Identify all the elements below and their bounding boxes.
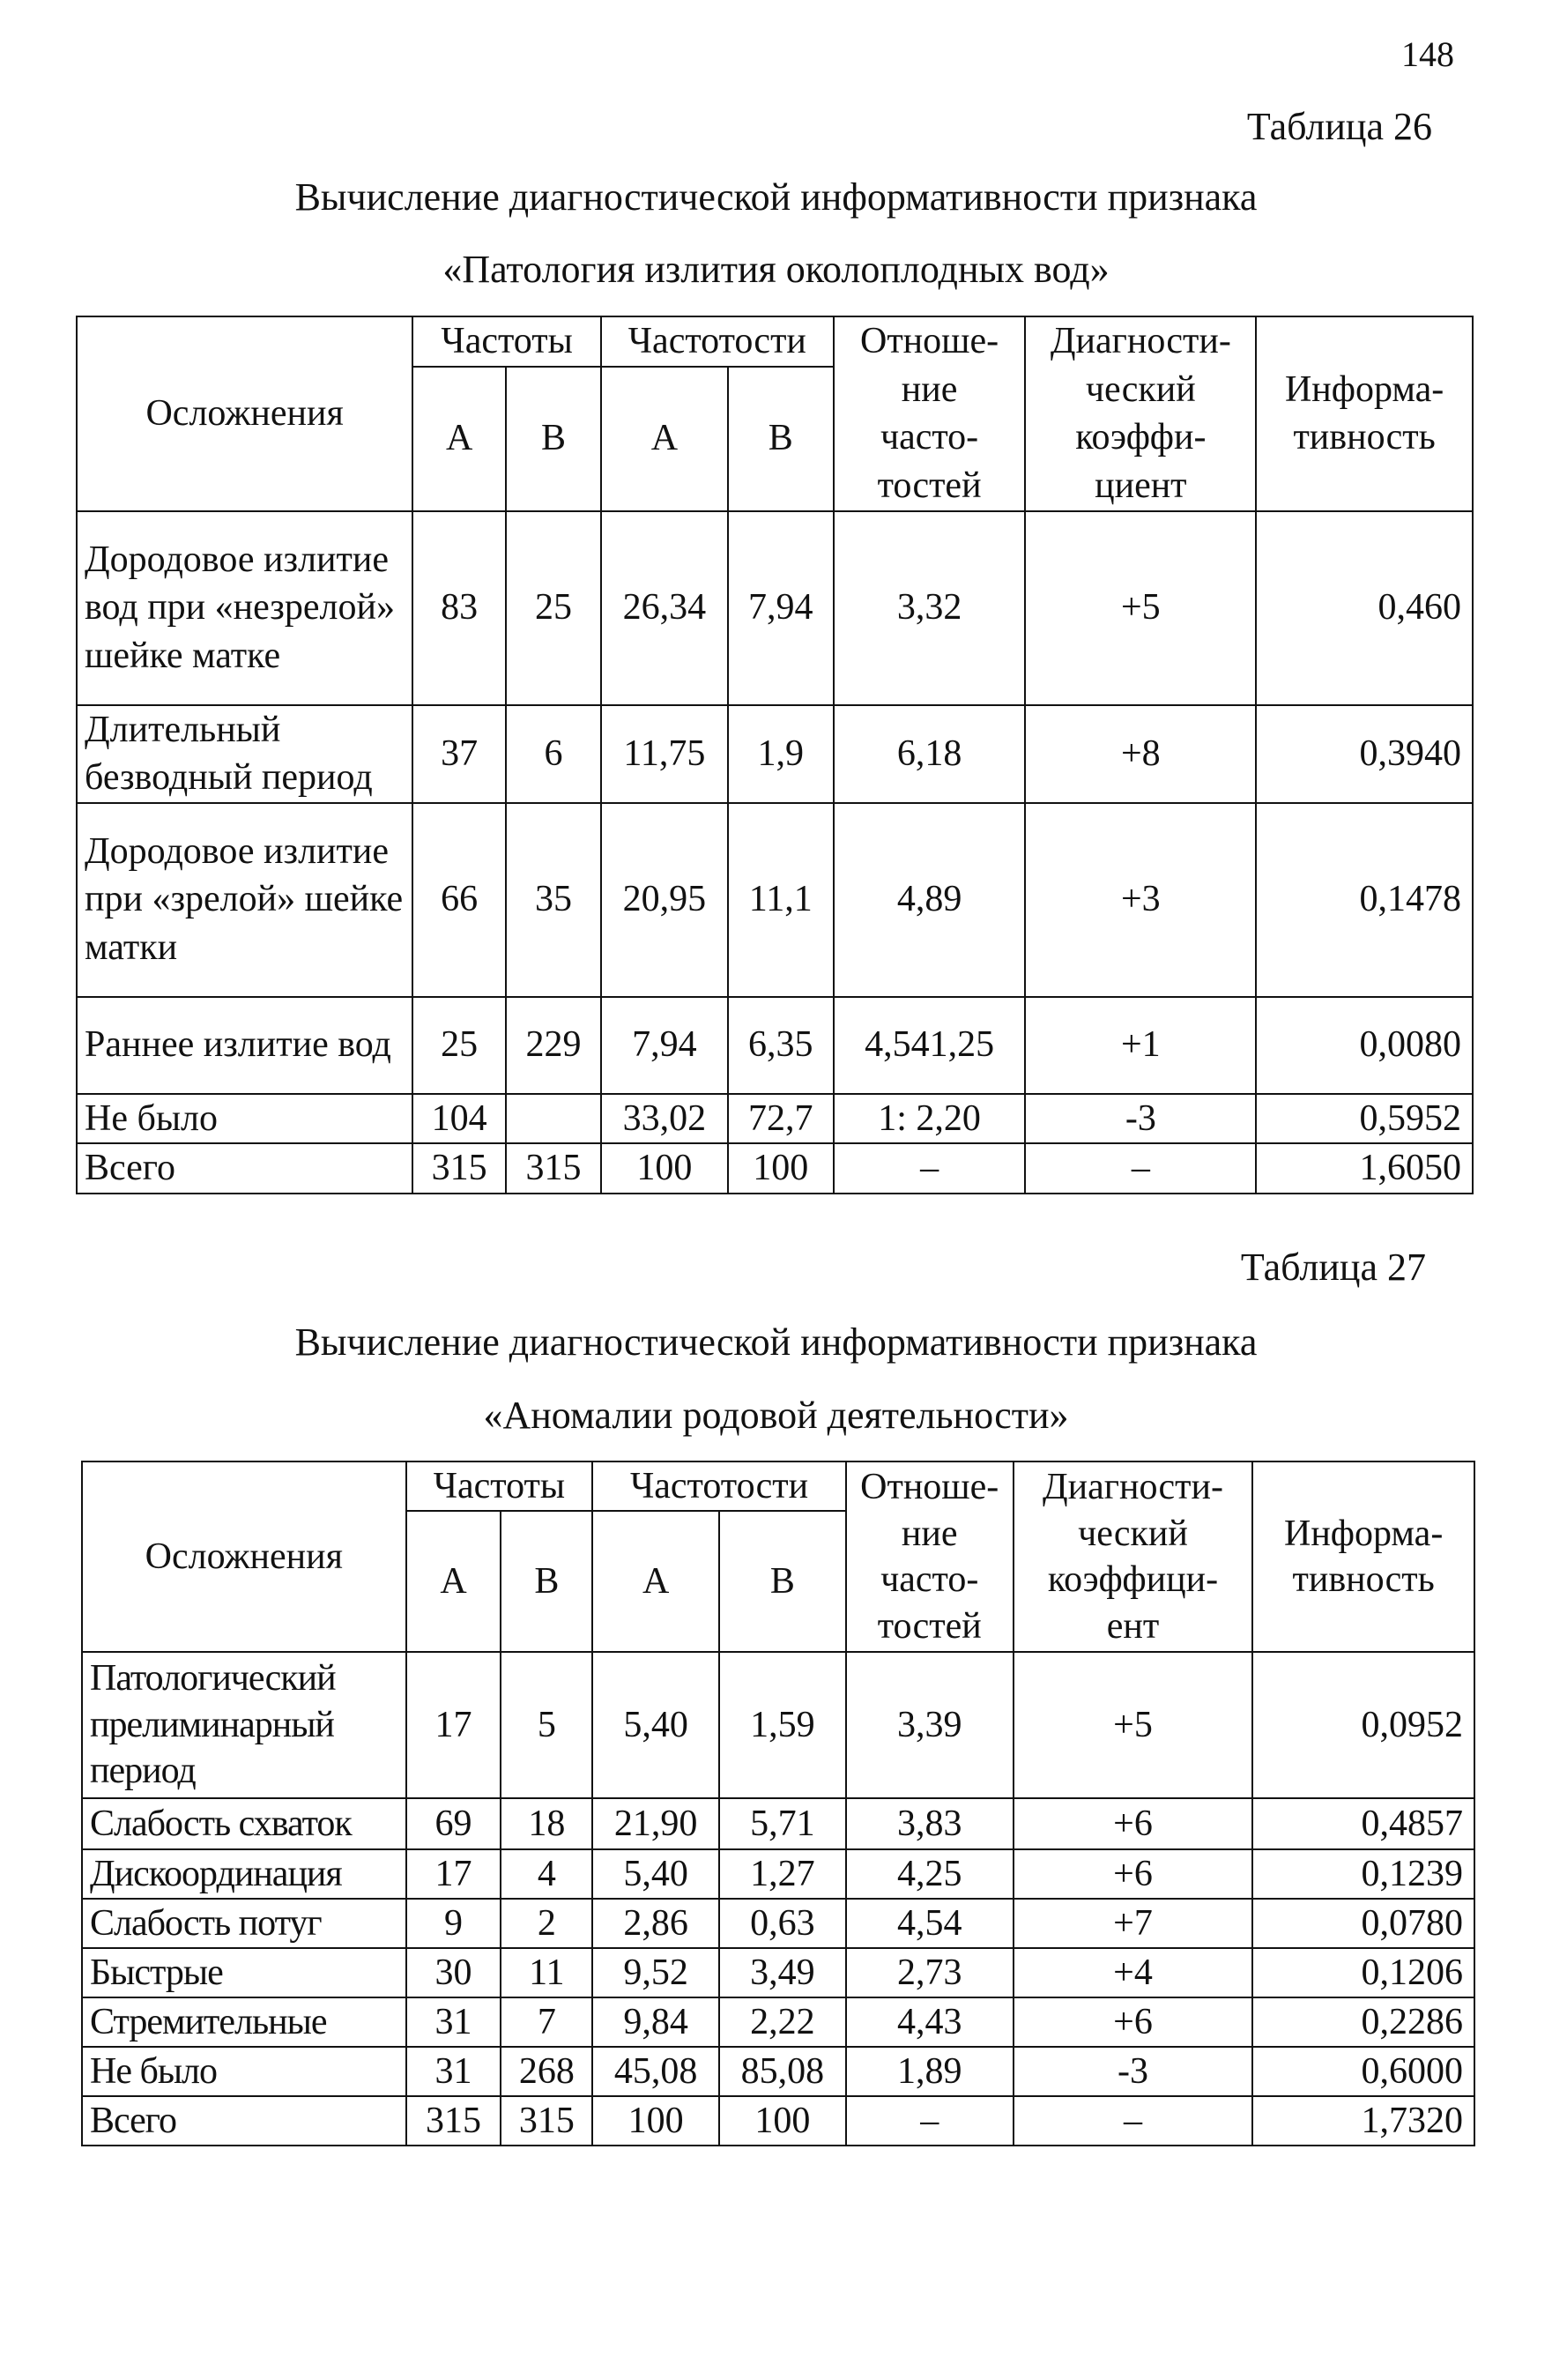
rate-a-cell: 21,90 [592, 1798, 719, 1849]
header-complications: Осложнения [82, 1461, 406, 1652]
rate-b-cell: 72,7 [728, 1094, 834, 1144]
header-ratio: Отноше- ние часто- тостей [834, 316, 1026, 511]
diag-coef-cell: +6 [1014, 1997, 1253, 2047]
informativeness-cell: 1,6050 [1256, 1143, 1473, 1194]
header-diag-coef: Диагности- ческий коэффици- ент [1014, 1461, 1253, 1652]
freq-b-cell: 18 [501, 1798, 592, 1849]
header-freq-a: А [406, 1511, 501, 1652]
freq-a-cell: 83 [412, 511, 506, 705]
rate-a-cell: 100 [592, 2096, 719, 2146]
rate-a-cell: 5,40 [592, 1652, 719, 1798]
rate-b-cell: 0,63 [719, 1899, 846, 1948]
rate-a-cell: 45,08 [592, 2047, 719, 2096]
table-row [77, 803, 1473, 997]
table-26 [76, 316, 1474, 1194]
header-rate-b: В [719, 1511, 846, 1652]
header-rate-a: А [592, 1511, 719, 1652]
table-row [77, 997, 1473, 1094]
rate-b-cell: 1,27 [719, 1849, 846, 1899]
rate-a-cell: 20,95 [601, 803, 728, 997]
rate-a-cell: 9,84 [592, 1997, 719, 2047]
informativeness-cell: 0,5952 [1256, 1094, 1473, 1144]
freq-a-cell: 66 [412, 803, 506, 997]
ratio-cell: 1,89 [846, 2047, 1014, 2096]
ratio-cell: – [834, 1143, 1026, 1194]
ratio-cell: 4,54 [846, 1899, 1014, 1948]
ratio-cell: 3,39 [846, 1652, 1014, 1798]
informativeness-cell: 0,1206 [1252, 1948, 1474, 1997]
freq-a-cell: 25 [412, 997, 506, 1094]
ratio-cell: 4,89 [834, 803, 1026, 997]
rate-a-cell: 7,94 [601, 997, 728, 1094]
table-row [82, 1948, 1474, 1997]
table-row [77, 1094, 1473, 1144]
diag-coef-cell: -3 [1025, 1094, 1256, 1144]
ratio-cell: 4,43 [846, 1997, 1014, 2047]
rate-a-cell: 33,02 [601, 1094, 728, 1144]
header-frequencies: Частоты [412, 316, 601, 367]
rate-a-cell: 5,40 [592, 1849, 719, 1899]
table-26-label: Таблица 26 [1246, 105, 1432, 148]
table-row [82, 2047, 1474, 2096]
ratio-cell: 2,73 [846, 1948, 1014, 1997]
informativeness-cell: 0,4857 [1252, 1798, 1474, 1849]
rate-a-cell: 9,52 [592, 1948, 719, 1997]
table-row [82, 1997, 1474, 2047]
informativeness-cell: 0,2286 [1252, 1997, 1474, 2047]
table-27-caption-line1: Вычисление диагностической информативности признака [294, 1320, 1258, 1364]
header-diag-coef: Диагности- ческий коэффи- циент [1025, 316, 1256, 511]
rate-b-cell: 1,59 [719, 1652, 846, 1798]
diag-coef-cell: +5 [1014, 1652, 1253, 1798]
freq-a-cell: 30 [406, 1948, 501, 1997]
page-number: 148 [1401, 34, 1454, 74]
row-name-cell: Не было [82, 2047, 406, 2096]
table-row [77, 511, 1473, 705]
freq-b-cell: 268 [501, 2047, 592, 2096]
table-row [82, 1798, 1474, 1849]
table-27 [81, 1461, 1475, 2146]
header-freq-b: В [506, 367, 601, 511]
table-row [82, 2096, 1474, 2146]
freq-a-cell: 104 [412, 1094, 506, 1144]
row-name-cell: Дискоординация [82, 1849, 406, 1899]
rate-a-cell: 100 [601, 1143, 728, 1194]
rate-a-cell: 11,75 [601, 705, 728, 803]
header-informativeness: Информа- тивность [1252, 1461, 1474, 1652]
rate-b-cell: 100 [728, 1143, 834, 1194]
row-name-cell: Стремительные [82, 1997, 406, 2047]
freq-a-cell: 31 [406, 1997, 501, 2047]
informativeness-cell: 1,7320 [1252, 2096, 1474, 2146]
rate-b-cell: 1,9 [728, 705, 834, 803]
table-row [82, 1899, 1474, 1948]
ratio-cell: 4,541,25 [834, 997, 1026, 1094]
informativeness-cell: 0,0952 [1252, 1652, 1474, 1798]
ratio-cell: 1: 2,20 [834, 1094, 1026, 1144]
diag-coef-cell: – [1014, 2096, 1253, 2146]
diag-coef-cell: +1 [1025, 997, 1256, 1094]
freq-a-cell: 37 [412, 705, 506, 803]
row-name-cell: Всего [82, 2096, 406, 2146]
row-name-cell: Раннее излитие вод [77, 997, 412, 1094]
header-rate-b: В [728, 367, 834, 511]
table-27-label: Таблица 27 [1240, 1246, 1426, 1289]
rate-b-cell: 6,35 [728, 997, 834, 1094]
rate-b-cell: 2,22 [719, 1997, 846, 2047]
header-complications: Осложнения [77, 316, 412, 511]
diag-coef-cell: +6 [1014, 1849, 1253, 1899]
freq-b-cell: 11 [501, 1948, 592, 1997]
diag-coef-cell: – [1025, 1143, 1256, 1194]
table-26-caption-line2: «Патология излития околоплодных вод» [442, 248, 1110, 291]
header-rates: Частотости [601, 316, 834, 367]
freq-b-cell: 25 [506, 511, 601, 705]
rate-a-cell: 26,34 [601, 511, 728, 705]
ratio-cell: 6,18 [834, 705, 1026, 803]
header-ratio: Отноше- ние часто- тостей [846, 1461, 1014, 1652]
table-row [82, 1652, 1474, 1798]
diag-coef-cell: +5 [1025, 511, 1256, 705]
freq-b-cell: 315 [506, 1143, 601, 1194]
row-name-cell: Слабость потуг [82, 1899, 406, 1948]
header-rates: Частотости [592, 1461, 846, 1511]
rate-b-cell: 85,08 [719, 2047, 846, 2096]
informativeness-cell: 0,460 [1256, 511, 1473, 705]
diag-coef-cell: +6 [1014, 1798, 1253, 1849]
freq-a-cell: 315 [412, 1143, 506, 1194]
header-rate-a: А [601, 367, 728, 511]
rate-a-cell: 2,86 [592, 1899, 719, 1948]
rate-b-cell: 11,1 [728, 803, 834, 997]
freq-b-cell: 315 [501, 2096, 592, 2146]
row-name-cell: Патологический прелиминарный период [82, 1652, 406, 1798]
row-name-cell: Слабость схваток [82, 1798, 406, 1849]
table-row [77, 1143, 1473, 1194]
rate-b-cell: 100 [719, 2096, 846, 2146]
freq-b-cell: 2 [501, 1899, 592, 1948]
freq-a-cell: 9 [406, 1899, 501, 1948]
informativeness-cell: 0,0780 [1252, 1899, 1474, 1948]
ratio-cell: – [846, 2096, 1014, 2146]
row-name-cell: Длительный безводный период [77, 705, 412, 803]
freq-a-cell: 69 [406, 1798, 501, 1849]
table-27-caption-line2: «Аномалии родовой деятельности» [483, 1394, 1069, 1437]
freq-a-cell: 17 [406, 1652, 501, 1798]
informativeness-cell: 0,3940 [1256, 705, 1473, 803]
ratio-cell: 4,25 [846, 1849, 1014, 1899]
ratio-cell: 3,32 [834, 511, 1026, 705]
informativeness-cell: 0,6000 [1252, 2047, 1474, 2096]
freq-b-cell: 35 [506, 803, 601, 997]
diag-coef-cell: +8 [1025, 705, 1256, 803]
row-name-cell: Дородовое излитие вод при «незрелой» шейке матке [77, 511, 412, 705]
header-freq-b: В [501, 1511, 592, 1652]
informativeness-cell: 0,0080 [1256, 997, 1473, 1094]
diag-coef-cell: +4 [1014, 1948, 1253, 1997]
freq-b-cell [506, 1094, 601, 1144]
freq-b-cell: 229 [506, 997, 601, 1094]
table-26-caption-line1: Вычисление диагностической информативности признака [294, 175, 1258, 219]
row-name-cell: Не было [77, 1094, 412, 1144]
freq-a-cell: 31 [406, 2047, 501, 2096]
freq-b-cell: 5 [501, 1652, 592, 1798]
freq-b-cell: 7 [501, 1997, 592, 2047]
freq-a-cell: 17 [406, 1849, 501, 1899]
rate-b-cell: 7,94 [728, 511, 834, 705]
row-name-cell: Дородовое излитие при «зрелой» шейке матки [77, 803, 412, 997]
row-name-cell: Всего [77, 1143, 412, 1194]
informativeness-cell: 0,1239 [1252, 1849, 1474, 1899]
diag-coef-cell: -3 [1014, 2047, 1253, 2096]
table-row [77, 705, 1473, 803]
header-informativeness: Информа- тивность [1256, 316, 1473, 511]
rate-b-cell: 5,71 [719, 1798, 846, 1849]
diag-coef-cell: +7 [1014, 1899, 1253, 1948]
ratio-cell: 3,83 [846, 1798, 1014, 1849]
table-row [82, 1849, 1474, 1899]
freq-b-cell: 6 [506, 705, 601, 803]
row-name-cell: Быстрые [82, 1948, 406, 1997]
diag-coef-cell: +3 [1025, 803, 1256, 997]
rate-b-cell: 3,49 [719, 1948, 846, 1997]
informativeness-cell: 0,1478 [1256, 803, 1473, 997]
freq-b-cell: 4 [501, 1849, 592, 1899]
freq-a-cell: 315 [406, 2096, 501, 2146]
header-freq-a: А [412, 367, 506, 511]
header-frequencies: Частоты [406, 1461, 593, 1511]
